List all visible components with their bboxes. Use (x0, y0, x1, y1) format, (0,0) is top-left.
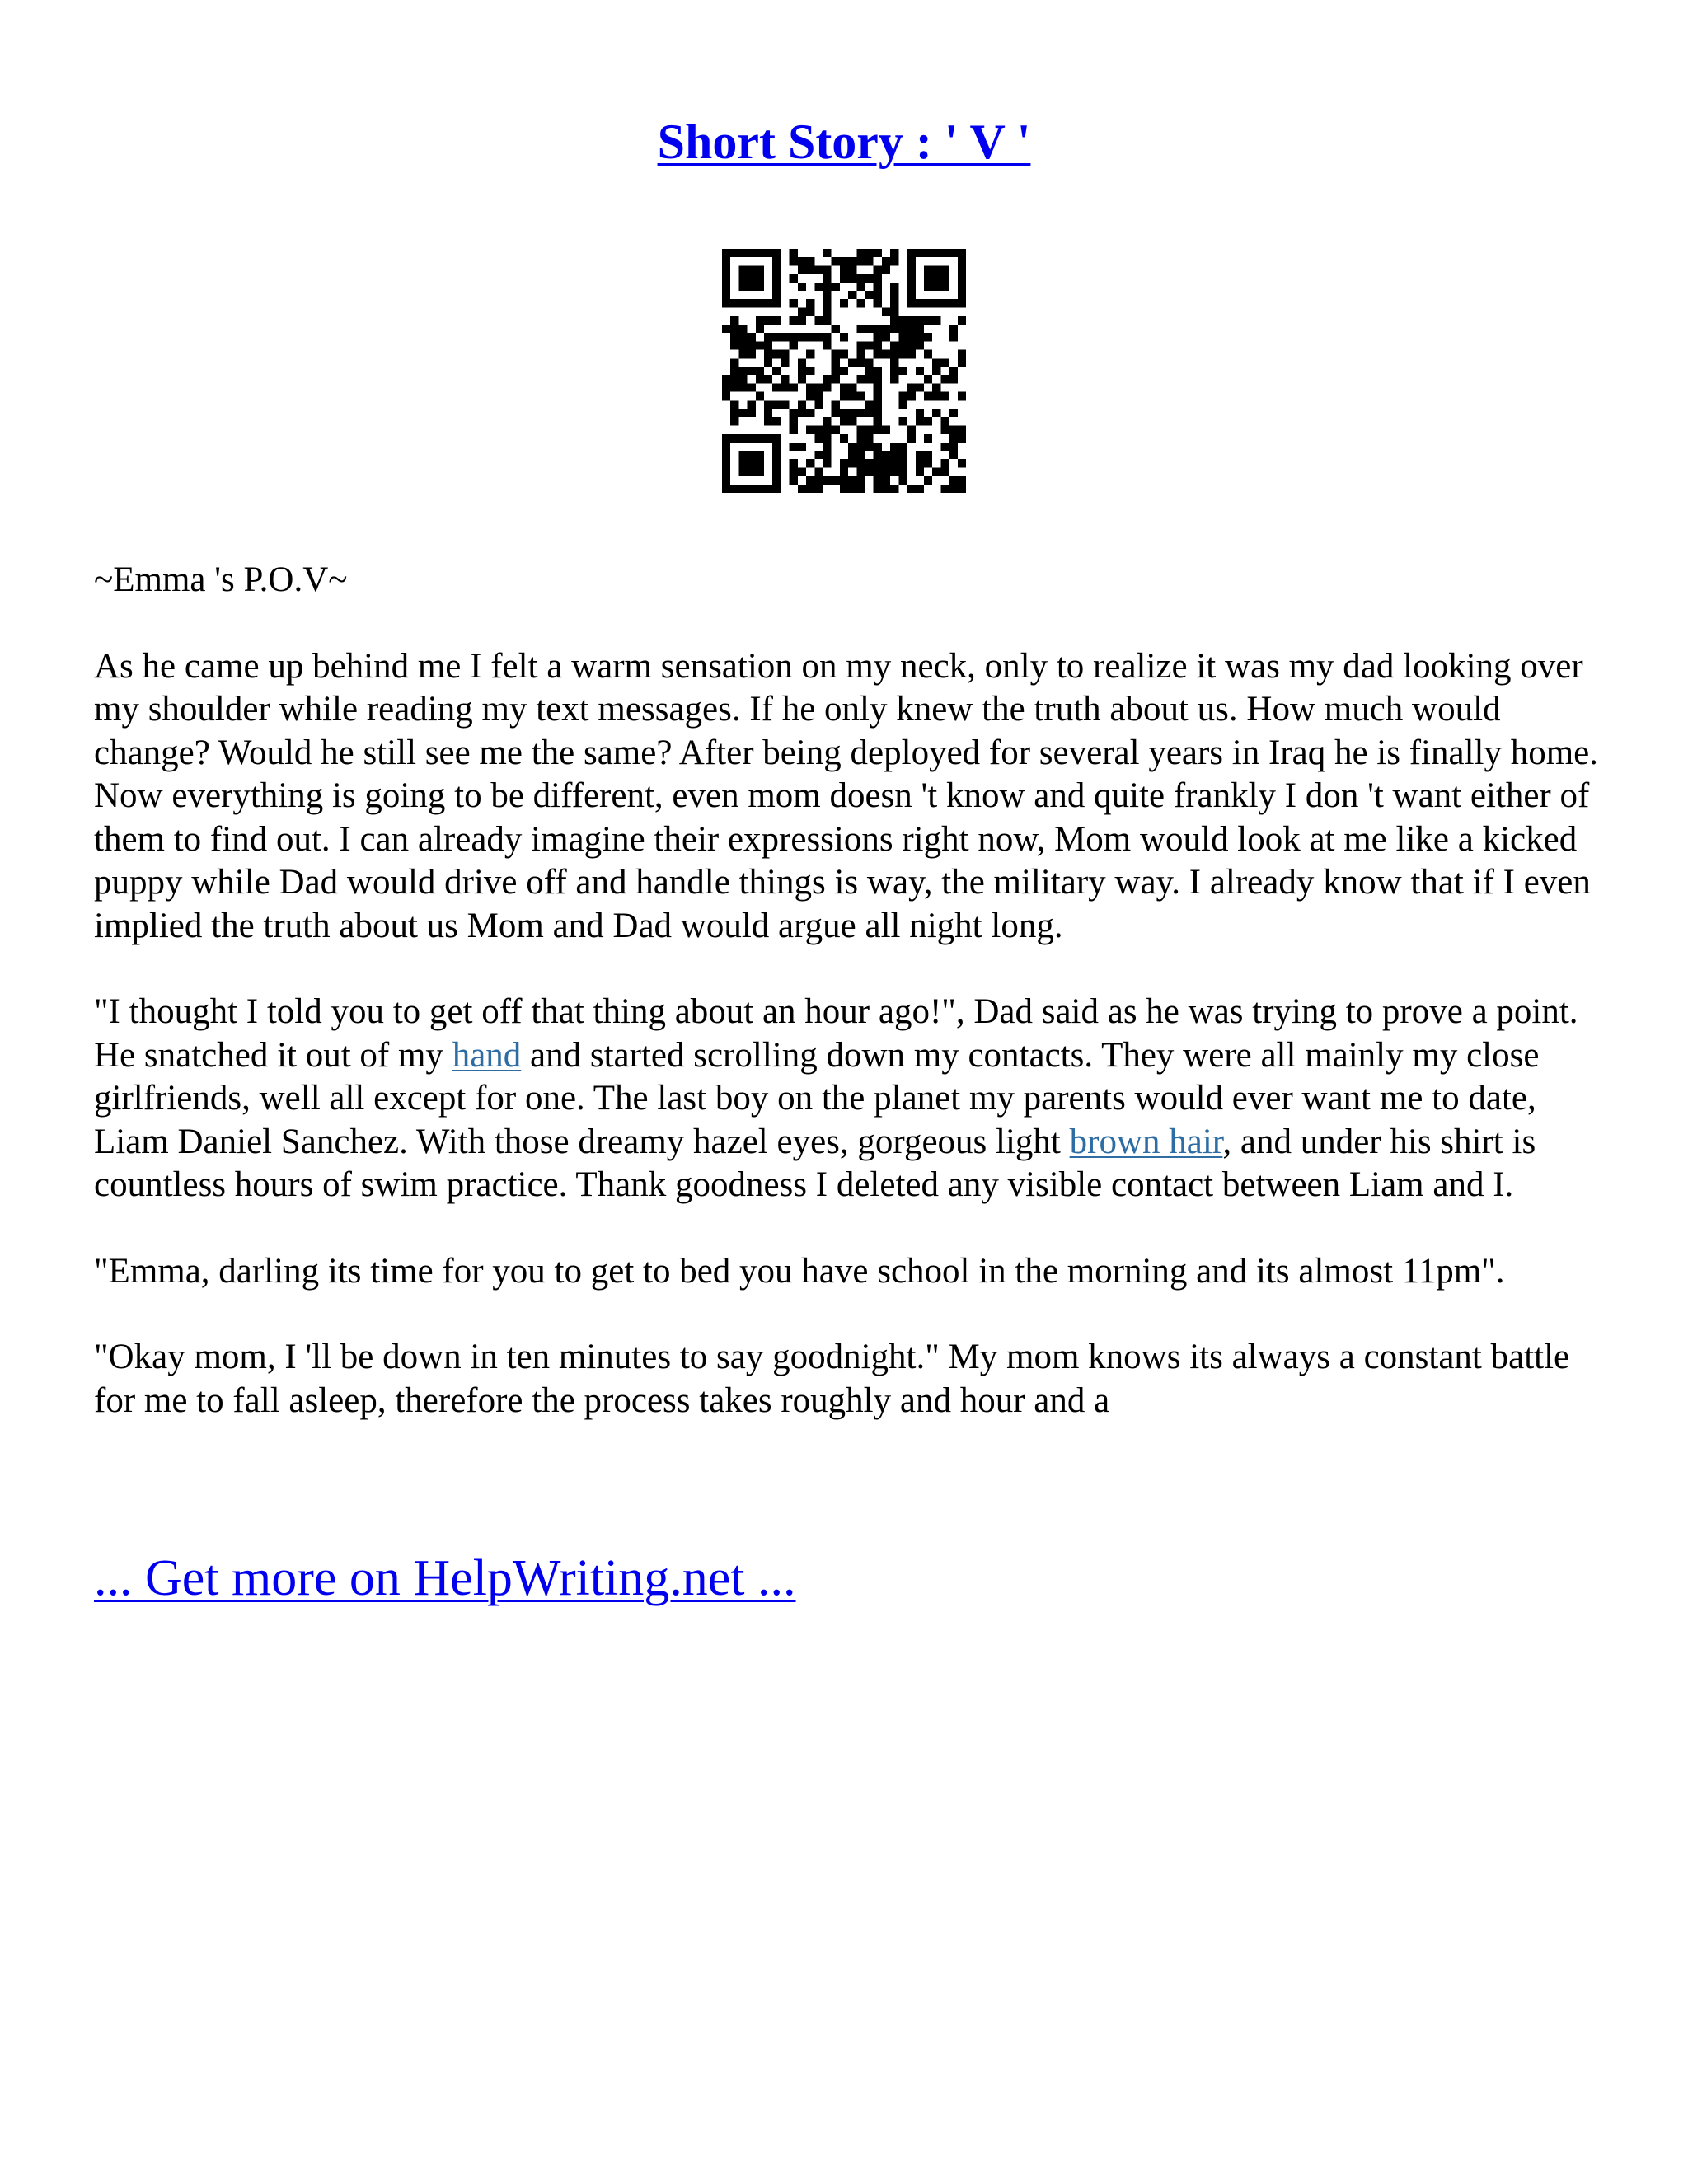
paragraph-1: As he came up behind me I felt a warm sensation on my neck, only to realize it was my dad looking over my shoulder while reading my text messages. If he only knew the truth about us. How much would change? Would he still see me the same? After being deployed for several years in Iraq he is finally home. Now everything is going to be different, even mom doesn 't know and quite frankly I don 't want either of them to find out. I can already imagine their expressions right now, Mom would look at me like a kicked puppy while Dad would drive off and handle things is way, the military way. I already know that if I even implied the truth about us Mom and Dad would argue all night long. (94, 646, 1599, 945)
qr-code-icon (722, 249, 966, 493)
story-body (94, 559, 1602, 1465)
paragraph-4: "Okay mom, I 'll be down in ten minutes to say goodnight." My mom knows its always a constant battle for me to fall asleep, therefore the process takes roughly and hour and a (94, 1338, 1570, 1420)
paragraph-3: "Emma, darling its time for you to get to bed you have school in the morning and its almost 11pm". (94, 1251, 1505, 1291)
paragraph-2-text-a: "I thought I told you to get off that thing about an hour ago!", Dad said as he was trying to prove a point. He snatched it out of my (94, 992, 1578, 1075)
get-more-link[interactable]: ... Get more on HelpWriting.net ... (94, 1550, 796, 1606)
paragraph-2-text-c: , and under his shirt is countless hours of swim practice. Thank goodness I deleted any visible contact between Liam and I. (94, 1122, 1536, 1204)
title-container (0, 114, 1688, 171)
story-title-link[interactable]: Short Story : ' V ' (657, 115, 1031, 169)
paragraph-2 (94, 991, 1602, 1207)
paragraph-2-text-b: and started scrolling down my contacts. They were all mainly my close girlfriends, well all except for one. The last boy on the planet my parents would ever want me to date, Liam Daniel Sanchez. With those dreamy hazel eyes, gorgeous light (94, 1035, 1540, 1161)
pov-heading: ~Emma 's P.O.V~ (94, 560, 348, 599)
hand-link[interactable]: hand (452, 1035, 522, 1075)
brown-hair-link[interactable]: brown hair (1069, 1122, 1223, 1161)
